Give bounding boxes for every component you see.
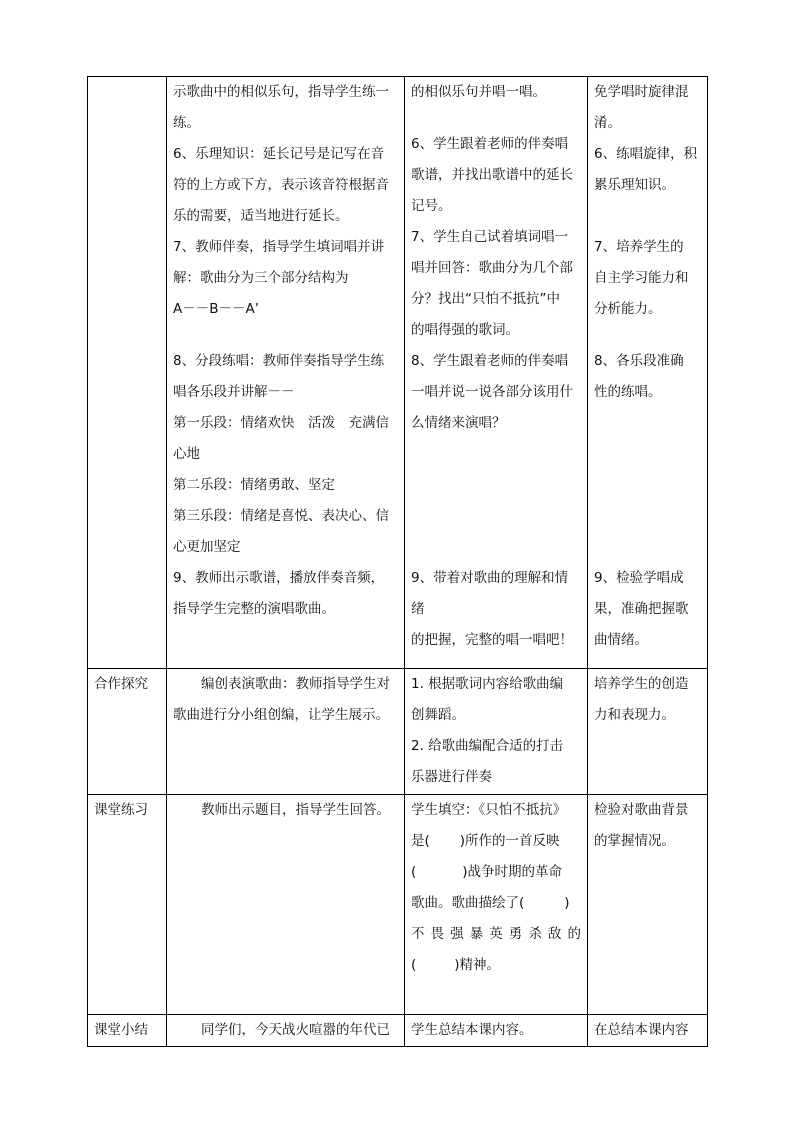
- student-line: 8、学生跟着老师的伴奏唱: [411, 353, 569, 369]
- teacher-line: 第二乐段：情绪勇敢、坚定: [173, 477, 335, 493]
- student-activity-cell: [405, 1015, 588, 1047]
- student-line: 6、学生跟着老师的伴奏唱: [411, 136, 569, 152]
- fill-blank-line: 歌曲。歌曲描绘了( ): [411, 895, 570, 911]
- design-purpose-cell: [588, 77, 708, 669]
- teacher-line: 第三乐段：情绪是喜悦、表决心、信: [173, 508, 389, 524]
- student-line: 歌谱，并找出歌谱中的延长: [411, 167, 573, 183]
- student-activity-cell: [405, 795, 588, 1015]
- student-activity-cell: [405, 669, 588, 795]
- teacher-line: 解：歌曲分为三个部分结构为: [173, 270, 349, 286]
- teacher-line: 练。: [173, 115, 200, 131]
- purpose-line: 8、各乐段准确: [594, 353, 684, 369]
- student-line: 唱并回答：歌曲分为几个部: [411, 260, 573, 276]
- teacher-activity-cell: [167, 669, 405, 795]
- teacher-line: 指导学生完整的演唱歌曲。: [173, 601, 335, 617]
- purpose-line: 9、检验学唱成: [594, 570, 684, 586]
- purpose-line: 6、练唱旋律，积: [594, 146, 698, 162]
- row-label-cell: [88, 795, 167, 1015]
- student-line: 9、带着对歌曲的理解和情绪: [411, 570, 569, 617]
- design-purpose-cell: [588, 795, 708, 1015]
- student-line: 分？找出“只怕不抵抗”中: [411, 291, 560, 307]
- table-row-class-summary: [88, 1015, 708, 1047]
- table-row-classroom-exercise: [88, 795, 708, 1015]
- design-purpose-cell: [588, 669, 708, 795]
- student-line: 7、学生自己试着填词唱一: [411, 229, 569, 245]
- fill-blank-line: ( )精神。: [411, 957, 501, 973]
- row-label-cell: [88, 1015, 167, 1047]
- lesson-plan-table: [87, 76, 708, 1047]
- teacher-line: 示歌曲中的相似乐句，指导学生练一: [173, 84, 389, 100]
- purpose-line: 的掌握情况。: [594, 833, 675, 849]
- teacher-line: 编创表演歌曲：教师指导学生对: [201, 676, 390, 692]
- teacher-activity-cell: [167, 795, 405, 1015]
- purpose-line: 累乐理知识。: [594, 177, 675, 193]
- student-line: 的把握，完整的唱一唱吧！: [411, 632, 573, 648]
- purpose-line: 检验对歌曲背景: [594, 802, 689, 818]
- student-line: 么情绪来演唱？: [411, 415, 506, 431]
- purpose-line: 力和表现力。: [594, 707, 675, 723]
- teacher-line: 歌曲进行分小组创编，让学生展示。: [173, 707, 389, 723]
- purpose-line: 在总结本课内容: [594, 1022, 689, 1038]
- student-line: 的唱得强的歌词。: [411, 322, 519, 338]
- purpose-line: 果，准确把握歌: [594, 601, 689, 617]
- student-line: 学生总结本课内容。: [411, 1022, 533, 1038]
- purpose-line: 培养学生的创造: [594, 676, 689, 692]
- row-label: 课堂练习: [94, 802, 148, 818]
- teacher-activity-cell: [167, 77, 405, 669]
- row-label-cell: [88, 77, 167, 669]
- fill-blank-line: 是( )所作的一首反映: [411, 833, 560, 849]
- purpose-line: 分析能力。: [594, 301, 662, 317]
- student-line: 创舞蹈。: [411, 707, 465, 723]
- teacher-line: 心地: [173, 446, 200, 462]
- student-line: 2. 给歌曲编配合适的打击: [411, 738, 564, 754]
- student-line: 一唱并说一说各部分该用什: [411, 384, 573, 400]
- purpose-line: 性的练唱。: [594, 384, 662, 400]
- purpose-line: 自主学习能力和: [594, 270, 689, 286]
- student-line: 乐器进行伴奏: [411, 769, 492, 785]
- row-label-cell: [88, 669, 167, 795]
- purpose-line: 曲情绪。: [594, 632, 648, 648]
- purpose-line: 免学唱时旋律混: [594, 84, 689, 100]
- teacher-line: 唱各乐段并讲解－－: [173, 384, 295, 400]
- table-row-teaching-process: [88, 77, 708, 669]
- teacher-line: 心更加坚定: [173, 539, 241, 555]
- purpose-line: 7、培养学生的: [594, 239, 684, 255]
- teacher-line: 第一乐段：情绪欢快 活泼 充满信: [173, 415, 389, 431]
- row-label: 课堂小结: [94, 1022, 148, 1038]
- teacher-line: 9、教师出示歌谱，播放伴奏音频，: [173, 570, 385, 586]
- student-line: 不畏强暴英勇杀敌的: [411, 926, 581, 942]
- student-line: 1. 根据歌词内容给歌曲编: [411, 676, 564, 692]
- teacher-line: 8、分段练唱：教师伴奏指导学生练: [173, 353, 385, 369]
- fill-blank-line: ( )战争时期的革命: [411, 864, 563, 880]
- purpose-line: 淆。: [594, 115, 621, 131]
- teacher-line: 乐的需要，适当地进行延长。: [173, 208, 349, 224]
- teacher-line: 6、乐理知识：延长记号是记写在音: [173, 146, 385, 162]
- teacher-line: A－－B－－A’: [173, 301, 260, 317]
- student-activity-cell: [405, 77, 588, 669]
- table-row-cooperative-inquiry: [88, 669, 708, 795]
- student-line: 的相似乐句并唱一唱。: [411, 84, 546, 100]
- student-line: 记号。: [411, 198, 452, 214]
- design-purpose-cell: [588, 1015, 708, 1047]
- student-line: 学生填空：《只怕不抵抗》: [411, 802, 567, 818]
- teacher-line: 符的上方或下方，表示该音符根据音: [173, 177, 389, 193]
- row-label: 合作探究: [94, 676, 148, 692]
- teacher-line: 同学们，今天战火喧嚣的年代已: [201, 1022, 390, 1038]
- teacher-line: 教师出示题目，指导学生回答。: [201, 802, 390, 818]
- teacher-activity-cell: [167, 1015, 405, 1047]
- teacher-line: 7、教师伴奏，指导学生填词唱并讲: [173, 239, 385, 255]
